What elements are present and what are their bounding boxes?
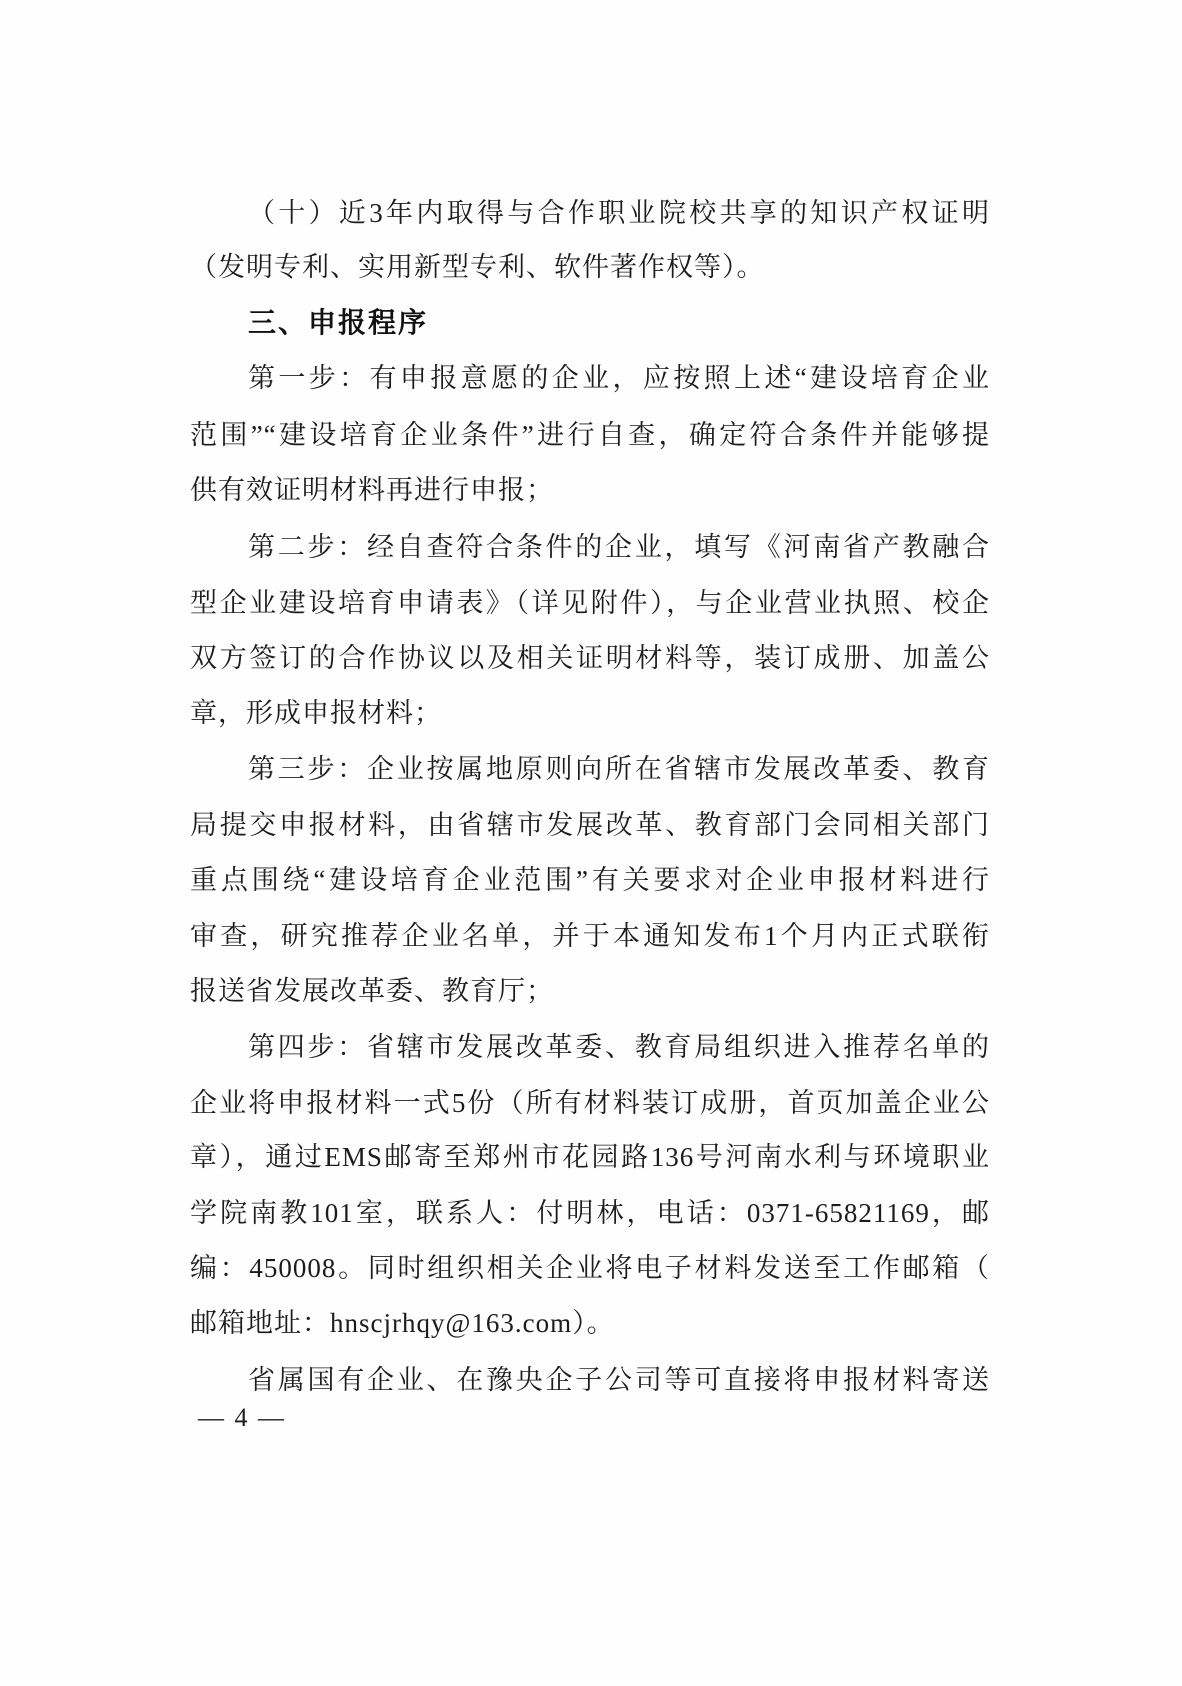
text-line: 章，形成申报材料； <box>190 698 442 728</box>
text-line: 编：450008。同时组织相关企业将电子材料发送至工作邮箱（ <box>190 1253 990 1283</box>
text-line: 报送省发展改革委、教育厅； <box>190 976 554 1006</box>
text-line: 局提交申报材料，由省辖市发展改革、教育部门会同相关部门 <box>190 810 990 840</box>
text-line: 第四步：省辖市发展改革委、教育局组织进入推荐名单的 <box>248 1032 990 1062</box>
text-line: （十）近3年内取得与合作职业院校共享的知识产权证明 <box>248 198 990 228</box>
text-line: 章），通过EMS邮寄至郑州市花园路136号河南水利与环境职业 <box>190 1142 990 1172</box>
text-line: 邮箱地址：hnscjrhqy@163.com）。 <box>190 1308 615 1338</box>
text-line: 型企业建设培育申请表》（详见附件），与企业营业执照、校企 <box>190 588 990 618</box>
text-line: 双方签订的合作协议以及相关证明材料等，装订成册、加盖公 <box>190 643 990 673</box>
page-number: — 4 — <box>198 1403 286 1432</box>
text-line: 学院南教101室，联系人：付明林，电话：0371-65821169，邮 <box>190 1198 990 1228</box>
text-line: （发明专利、实用新型专利、软件著作权等）。 <box>190 252 765 282</box>
text-line: 重点围绕“建设培育企业范围”有关要求对企业申报材料进行 <box>190 865 990 895</box>
text-line: 范围”“建设培育企业条件”进行自查，确定符合条件并能够提 <box>190 420 990 450</box>
section-heading: 三、申报程序 <box>248 306 429 339</box>
text-line: 省属国有企业、在豫央企子公司等可直接将申报材料寄送 <box>248 1365 990 1395</box>
text-line: 审查，研究推荐企业名单，并于本通知发布1个月内正式联衔 <box>190 921 990 951</box>
text-line: 第一步：有申报意愿的企业，应按照上述“建设培育企业 <box>248 363 990 393</box>
text-line: 第三步：企业按属地原则向所在省辖市发展改革委、教育 <box>248 754 990 784</box>
text-line: 第二步：经自查符合条件的企业，填写《河南省产教融合 <box>248 532 990 562</box>
text-line: 供有效证明材料再进行申报； <box>190 475 554 505</box>
text-line: 企业将申报材料一式5份（所有材料装订成册，首页加盖企业公 <box>190 1088 990 1118</box>
